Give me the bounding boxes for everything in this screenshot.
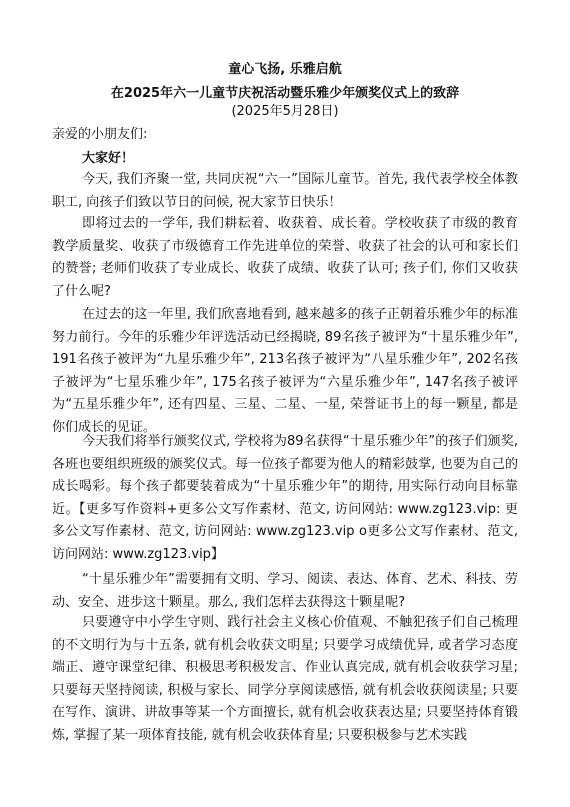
title-line-2: 在2025年六一儿童节庆祝活动暨乐雅少年颁奖仪式上的致辞 (110, 86, 460, 101)
greeting: 大家好！ (82, 151, 135, 166)
paragraph-2: 即将过去的一学年, 我们耕耘着、收获着、成长着。学校收获了市级的教育教学质量奖、收获了市级德育工作先进单位的荣誉、收获了社会的认可和家长们的赞誉; 老师们收获了专业成长、收获了成绩、收获了认可; 孩子们, 你们又收获了什么呢? (52, 216, 518, 299)
paragraph-4: 今天我们将举行颁奖仪式, 学校将为89名获得“十星乐雅少年”的孩子们颁奖, 各班也要组织班级的颁奖仪式。每一位孩子都要为他人的精彩鼓掌, 也要为自己的成长喝彩。每个孩子都要装着成为“十星乐雅少年”的期待, 用实际行动向目标靠近。【更多写作资料+更多公文写作素材、范文, 访问网站: www.zg123.vip: 更多公文写作素材、范文, 访问网站: www.zg123.vip o更多公文写作素材、范文, 访问网站: www.zg123.vip】 (52, 434, 518, 562)
paragraph-6: 只要遵守中小学生守则、践行社会主义核心价值观、不触犯孩子们自己梳理的不文明行为与十五条, 就有机会收获文明星; 只要学习成绩优异, 或者学习态度端正、遵守课堂纪律、积极思考积极发言、作业认真完成, 就有机会收获学习星; 只要每天坚持阅读, 积极与家长、同学分享阅读感悟, 就有机会收获阅读星; 只要在写作、演讲、讲故事等某一个方面擅长, 就有机会收获表达星; 只要坚持体育锻炼, 掌握了某一项体育技能, 就有机会收获体育星; 只要积极参与艺术实践 (52, 615, 518, 743)
salutation: 亲爱的小朋友们: (52, 127, 148, 142)
date-line: (2025年5月28日) (231, 104, 339, 119)
paragraph-1: 今天, 我们齐聚一堂, 共同庆祝“六一”国际儿童节。首先, 我代表学校全体教职工, 向孩子们致以节日的问候, 祝大家节日快乐！ (52, 172, 518, 210)
paragraph-5: “十星乐雅少年”需要拥有文明、学习、阅读、表达、体育、艺术、科技、劳动、安全、进步这十颗星。那么, 我们怎样去获得这十颗星呢? (52, 572, 518, 610)
paragraph-3: 在过去的这一年里, 我们欣喜地看到, 越来越多的孩子正朝着乐雅少年的标准努力前行。今年的乐雅少年评选活动已经揭晓, 89名孩子被评为“十星乐雅少年”, 191名孩子被评为“九星乐雅少年”, 213名孩子被评为“八星乐雅少年”, 202名孩子被评为“七星乐雅少年”, 175名孩子被评为“六星乐雅少年”, 147名孩子被评为“五星乐雅少年”, 还有四星、三星、二星、一星, 荣誉证书上的每一颗星, 都是你们成长的见证。 (52, 307, 518, 435)
title-line-1: 童心飞扬, 乐雅启航 (228, 62, 342, 77)
